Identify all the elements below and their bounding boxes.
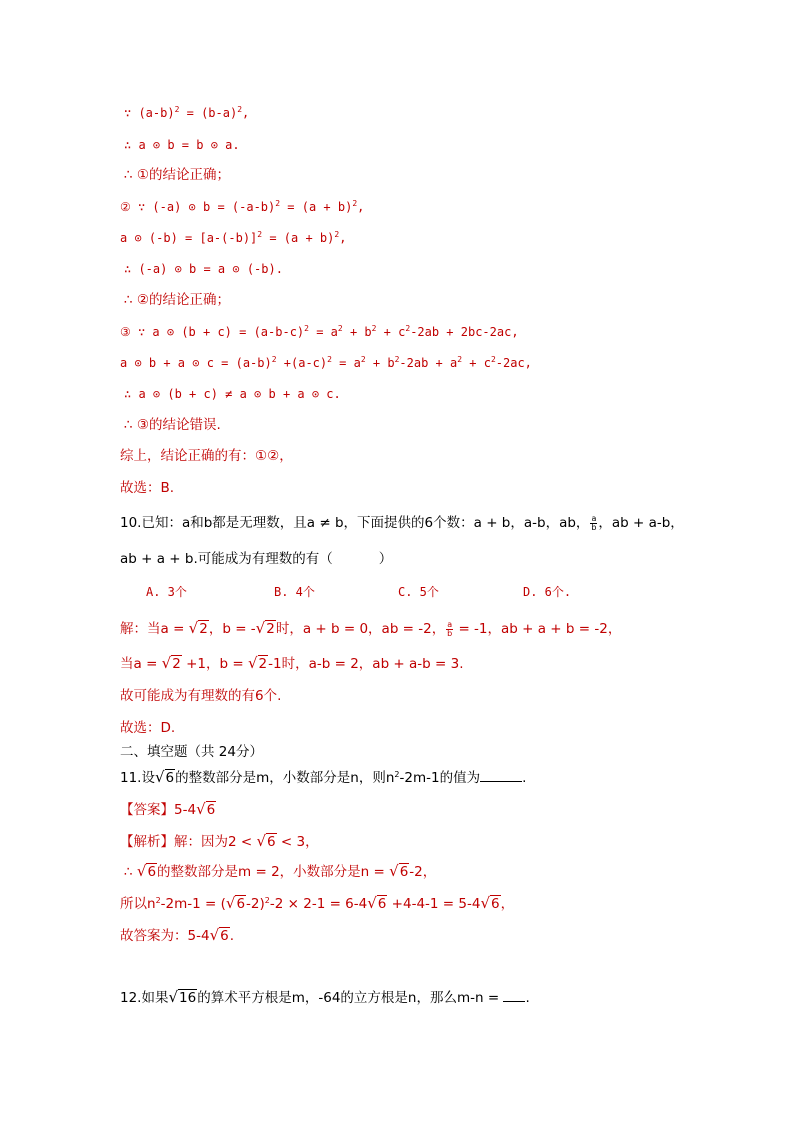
proof-line-1: ∵ $(a-b)^2 = (b-a)^2$,	[124, 105, 250, 120]
q10-fraction: $\frac{a}{b}$	[591, 513, 597, 532]
proof-line-2: ∴ a ⊙ b = b ⊙ a.	[124, 138, 240, 152]
q11-answer: 【答案】5-4√6	[120, 800, 216, 818]
proof-line-6: ∴ (-a) ⊙ b = a ⊙ (-b).	[124, 262, 283, 276]
q10-option-c: C. 5个	[398, 585, 439, 599]
sqrt-symbol: √6	[136, 862, 157, 880]
sqrt-symbol: √6	[367, 894, 387, 912]
sqrt-symbol: √6	[256, 832, 276, 850]
sqrt-symbol: √2	[161, 654, 181, 672]
q10-stem-line-1: 10.已知：a和b都是无理数，且a ≠ b，下面提供的6个数：a + b，a-b，ab， $\frac{a}{b}$ ，ab + a-b，	[120, 513, 684, 532]
q11-analysis-line-3: 所以$n^2-2m-1 = (√6-2)^2-2 \times 2-1 = 6-4√6 +4-4-1 = 5-4√6$，	[120, 894, 515, 912]
proof-choice: 故选：B.	[120, 480, 175, 496]
proof-line-5: a ⊙ $(-b) = [a-(-b)]^2 = (a + b)^2$,	[120, 230, 347, 245]
q11-analysis-line-2: ∴ √6的整数部分是m = 2，小数部分是n = √6-2，	[124, 862, 437, 880]
sqrt-symbol: √6	[209, 926, 229, 944]
q11-analysis-line-1: 【解析】解：因为2 < √6 < 3，	[120, 832, 319, 850]
q10-solution-line-2: 当a = √2 +1，b = √2-1时，a-b = 2，ab + a-b = 3.	[120, 654, 464, 672]
q10-stem-line-2: ab + a + b.可能成为有理数的有（ ）	[120, 551, 393, 567]
sqrt-symbol: √6	[154, 768, 175, 786]
sqrt-symbol: √6	[196, 800, 216, 818]
q11-stem: 11.设√6的整数部分是m，小数部分是n，则$n^2-2m-1$的值为 .	[120, 768, 527, 786]
q11-final-answer: 故答案为：5-4√6.	[120, 926, 235, 944]
proof-line-8: ③ ∵ a ⊙ $(b + c) = (a-b-c)^2 = a^2 + b^2 + c^2-2ab + 2bc-2ac$,	[120, 324, 519, 339]
q10-solution-fraction: $\frac{a}{b}$	[447, 619, 453, 638]
proof-line-9: a ⊙ b + a ⊙ $c = (a-b)^2 +(a-c)^2 = a^2 + b^2-2ab + a^2 + c^2-2ac$,	[120, 355, 532, 370]
sqrt-symbol: √6	[480, 894, 500, 912]
section-title: 二、填空题（共 24分）	[120, 744, 263, 760]
sqrt-symbol: √2	[255, 619, 275, 637]
q12-stem: 12.如果√16的算术平方根是m，-64的立方根是n，那么m-n = .	[120, 988, 530, 1006]
proof-line-10: ∴ a ⊙ (b + c) ≠ a ⊙ b + a ⊙ c.	[124, 387, 341, 401]
answer-blank	[480, 769, 522, 782]
q10-solution-line-3: 故可能成为有理数的有6个.	[120, 688, 282, 704]
answer-blank	[503, 989, 525, 1002]
q10-option-d: D. 6个.	[523, 585, 572, 599]
sqrt-symbol: √2	[247, 654, 268, 672]
sqrt-symbol: √16	[168, 988, 197, 1006]
q10-option-a: A. 3个	[146, 585, 187, 599]
q10-solution-choice: 故选：D.	[120, 720, 176, 736]
proof-line-11: ∴ ③的结论错误.	[124, 417, 221, 433]
proof-line-7: ∴ ②的结论正确；	[124, 292, 230, 308]
q10-option-b: B. 4个	[274, 585, 315, 599]
q10-solution-line-1: 解：当a = √2，b = -√2时，a + b = 0，ab = -2， $\frac{a}{b}$ = -1，ab + a + b = -2，	[120, 619, 622, 638]
sqrt-symbol: √6	[225, 894, 246, 912]
proof-conclusion: 综上，结论正确的有：①②，	[120, 448, 293, 464]
sqrt-symbol: √2	[188, 619, 208, 637]
proof-line-4: ② ∵ (-a) ⊙ $b = (-a-b)^2 = (a + b)^2$,	[120, 199, 365, 214]
proof-line-3: ∴ ①的结论正确；	[124, 167, 230, 183]
sqrt-symbol: √6	[389, 862, 409, 880]
